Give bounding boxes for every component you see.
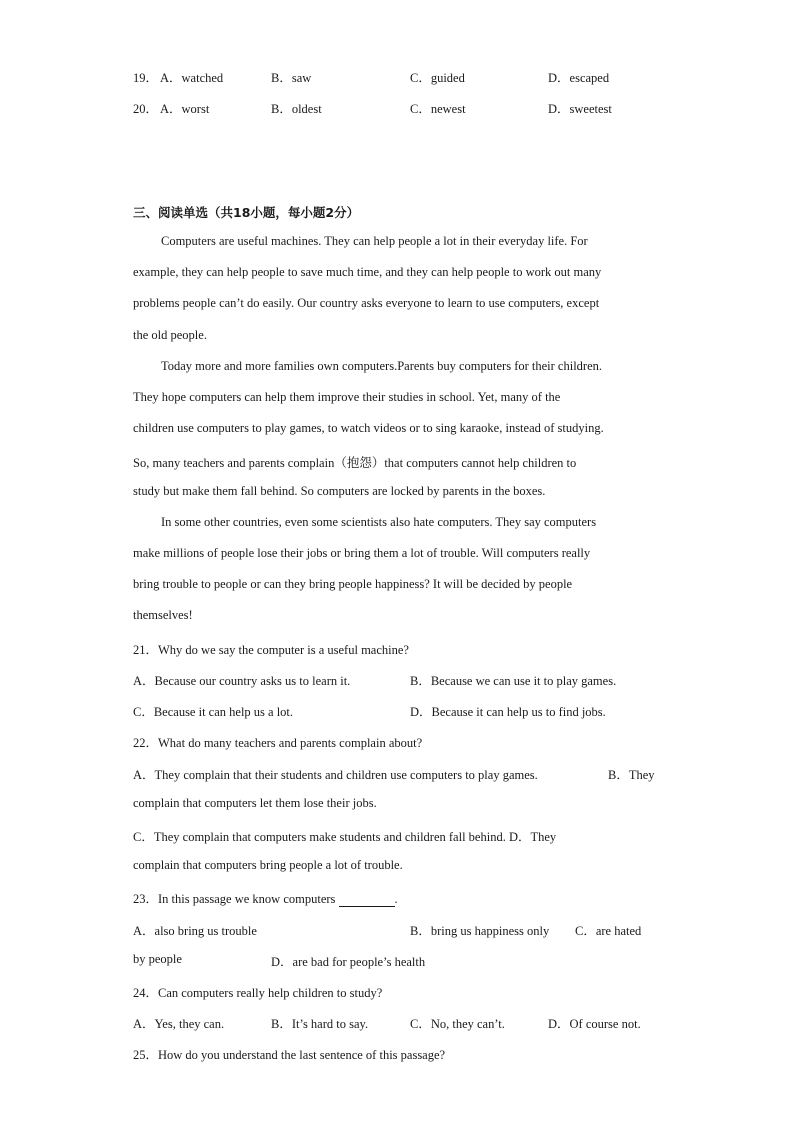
question-number: 19． (133, 71, 159, 85)
option-a[interactable]: A．Yes, they can. (133, 1017, 225, 1031)
section-title: 三、阅读单选（共18小题，每小题2分） (133, 205, 360, 220)
option-c-continued[interactable]: by people (133, 952, 182, 966)
passage-line: children use computers to play games, to watch videos or to sing karaoke, instead of studying. (133, 421, 604, 435)
passage-line: example, they can help people to save much time, and they can help people to work out many (133, 265, 602, 279)
option-a[interactable]: A．They complain that their students and children use computers to play games. (133, 768, 538, 782)
passage-line: Computers are useful machines. They can help people a lot in their everyday life. For (161, 234, 588, 248)
option-c[interactable]: C．Because it can help us a lot. (133, 705, 294, 719)
option-d[interactable]: D．Of course not. (548, 1017, 641, 1031)
option-a[interactable]: A．Because our country asks us to learn it. (133, 674, 351, 688)
option-b-continued[interactable]: complain that computers let them lose their jobs. (133, 796, 377, 810)
passage-line: themselves! (133, 608, 193, 622)
option-b[interactable]: B．bring us happiness only (410, 924, 550, 938)
passage-line: So, many teachers and parents complain（抱怨）that computers cannot help children to (133, 456, 577, 470)
question-21-stem: 21．Why do we say the computer is a useful machine? (133, 643, 409, 657)
option-c[interactable]: C．are hated (575, 924, 642, 938)
option-d[interactable]: D．sweetest (548, 102, 612, 116)
passage-line: In some other countries, even some scientists also hate computers. They say computers (161, 515, 597, 529)
option-d[interactable]: D．escaped (548, 71, 610, 85)
passage-line: They hope computers can help them improve their studies in school. Yet, many of the (133, 390, 561, 404)
option-d-continued[interactable]: complain that computers bring people a lot of trouble. (133, 858, 403, 872)
passage-line: study but make them fall behind. So computers are locked by parents in the boxes. (133, 484, 546, 498)
option-c[interactable]: C．newest (410, 102, 466, 116)
question-number: 20． (133, 102, 159, 116)
option-c[interactable]: C．guided (410, 71, 465, 85)
option-b[interactable]: B．Because we can use it to play games. (410, 674, 617, 688)
passage-line: make millions of people lose their jobs or bring them a lot of trouble. Will computers really (133, 546, 591, 560)
option-a[interactable]: A．watched (160, 71, 224, 85)
stem-end: . (394, 892, 398, 906)
option-a[interactable]: A．worst (160, 102, 210, 116)
option-b-label[interactable]: B．They (608, 768, 655, 782)
option-b[interactable]: B．It’s hard to say. (271, 1017, 369, 1031)
option-c[interactable]: C．No, they can’t. (410, 1017, 505, 1031)
answer-blank (339, 894, 395, 907)
stem-text: 23．In this passage we know computers (133, 892, 336, 906)
option-d[interactable]: D．Because it can help us to find jobs. (410, 705, 606, 719)
question-22-stem: 22．What do many teachers and parents complain about? (133, 736, 423, 750)
option-b[interactable]: B．oldest (271, 102, 322, 116)
passage-line: problems people can’t do easily. Our country asks everyone to learn to use computers, except (133, 296, 600, 310)
option-a[interactable]: A．also bring us trouble (133, 924, 257, 938)
passage-line: bring trouble to people or can they bring people happiness? It will be decided by people (133, 577, 573, 591)
question-22-line3[interactable]: C．They complain that computers make students and children fall behind. D．They (133, 830, 557, 844)
question-25-stem: 25．How do you understand the last sentence of this passage? (133, 1048, 446, 1062)
question-23-stem (133, 889, 398, 907)
option-d[interactable]: D．are bad for people’s health (271, 955, 426, 969)
option-b[interactable]: B．saw (271, 71, 312, 85)
question-24-stem: 24．Can computers really help children to study? (133, 986, 383, 1000)
passage-line: Today more and more families own computers.Parents buy computers for their children. (161, 359, 603, 373)
passage-line: the old people. (133, 328, 207, 342)
